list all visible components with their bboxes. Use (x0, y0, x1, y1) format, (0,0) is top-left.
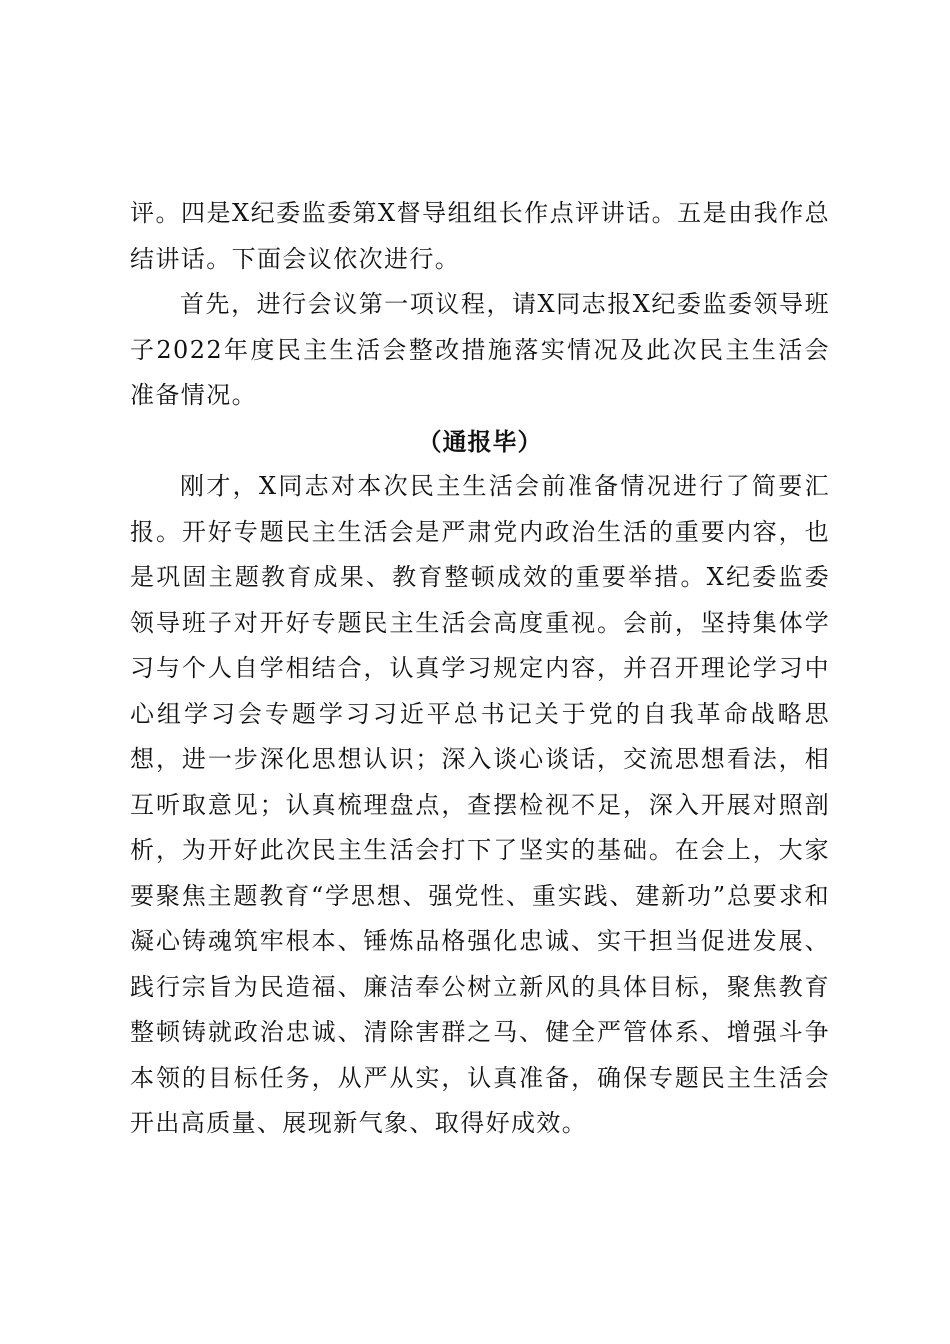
document-body (130, 191, 830, 1147)
paragraph-summary: 刚才，X同志对本次民主生活会前准备情况进行了简要汇报。开好专题民主生活会是严肃党内政治生活的重要内容，也是巩固主题教育成果、教育整顿成效的重要举措。X纪委监委领导班子对开好专题民主生活会高度重视。会前，坚持集体学习与个人自学相结合，认真学习规定内容，并召开理论学习中心组学习会专题学习习近平总书记关于党的自我革命战略思想，进一步深化思想认识；深入谈心谈话，交流思想看法，相互听取意见；认真梳理盘点，查摆检视不足，深入开展对照剖析，为开好此次民主生活会打下了坚实的基础。在会上，大家要聚焦主题教育“学思想、强党性、重实践、建新功”总要求和凝心铸魂筑牢根本、锤炼品格强化忠诚、实干担当促进发展、践行宗旨为民造福、廉洁奉公树立新风的具体目标，聚焦教育整顿铸就政治忠诚、清除害群之马、健全严管体系、增强斗争本领的目标任务，从严从实，认真准备，确保专题民主生活会开出高质量、展现新气象、取得好成效。 (130, 472, 830, 1137)
paragraph-continuation: 评。四是X纪委监委第X督导组组长作点评讲话。五是由我作总结讲话。下面会议依次进行。 (130, 199, 830, 273)
paragraph-agenda-item: 首先，进行会议第一项议程，请X同志报X纪委监委领导班子2022年度民主生活会整改措施落实情况及此次民主生活会准备情况。 (130, 290, 830, 409)
report-finished-note: （通报毕） (417, 426, 543, 456)
